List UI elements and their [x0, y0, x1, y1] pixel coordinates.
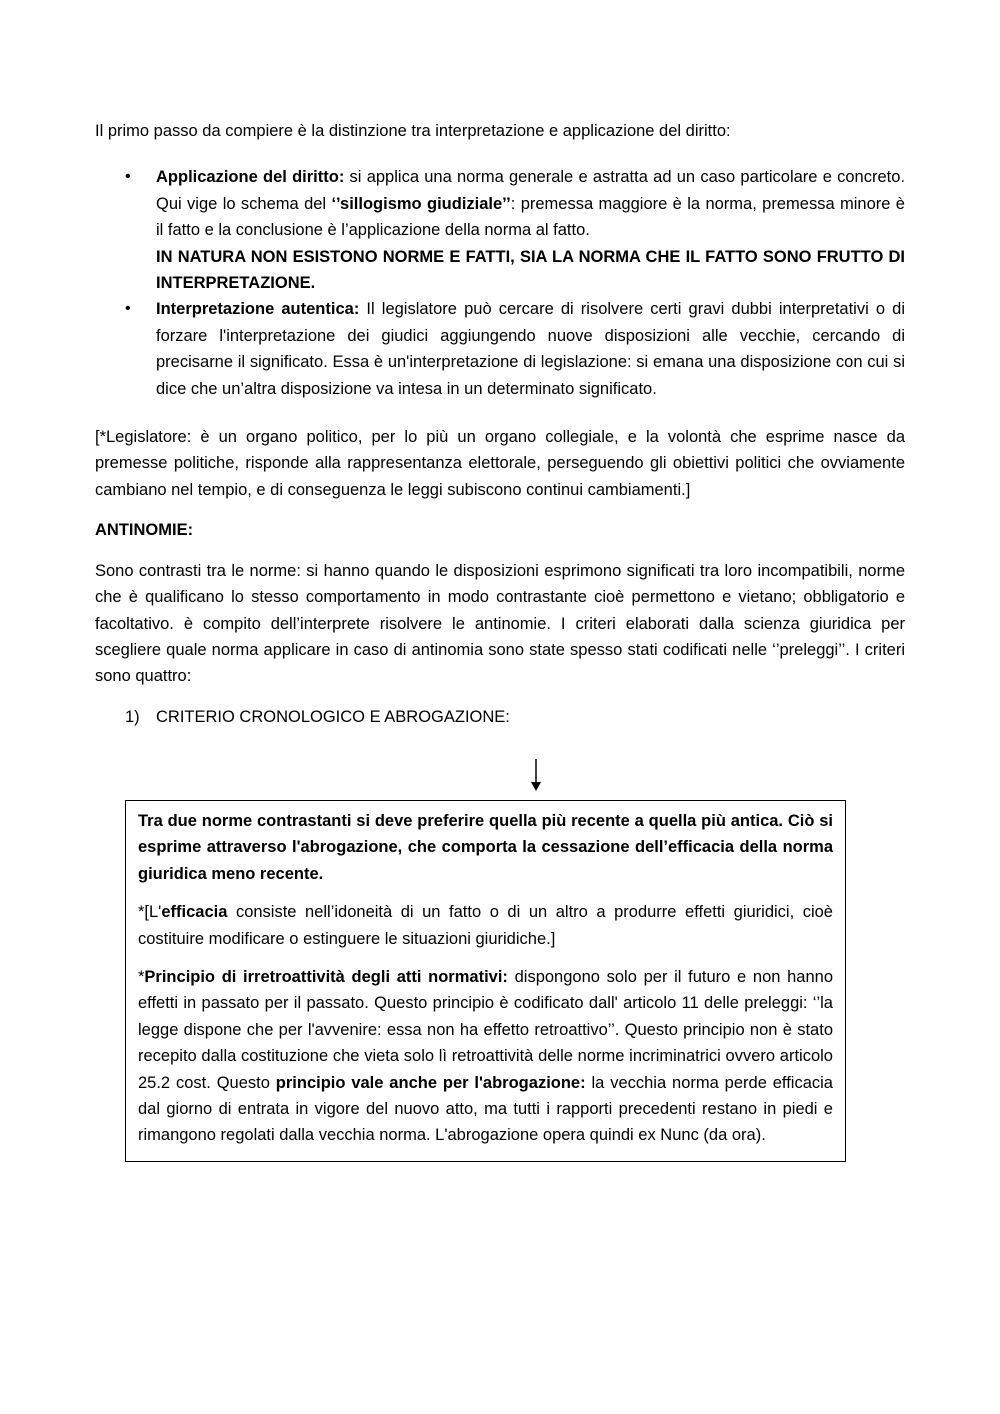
antinomie-paragraph: Sono contrasti tra le norme: si hanno quando le disposizioni esprimono significati tra loro incompatibili, norme che è qualificano lo stesso comportamento in modo contrastante cioè permettono e vietano; obbligatorio e facoltativo. è compito dell’interprete risolvere le antinomie. I criteri elaborati dalla scienza giuridica per scegliere quale norma applicare in caso di antinomia sono state spesso stati codificati nelle ‘’preleggi’’. I criteri sono quattro:: [95, 561, 905, 686]
bullet-label: Interpretazione autentica:: [156, 300, 360, 319]
box-efficacia-paragraph: [138, 899, 833, 952]
legislatore-note: [*Legislatore: è un organo politico, per lo più un organo collegiale, e la volontà che esprime nasce da premesse politiche, risponde alla rappresentanza elettorale, perseguendo gli obiettivi politici che ovviamente cambiano nel tempio, e di conseguenza le leggi subiscono continui cambiamenti.]: [95, 428, 905, 499]
box-text: la vecchia norma perde efficacia dal giorno di entrata in vigore del nuovo atto, ma tutti i rapporti precedenti restano in piedi e rimangono regolati dalla vecchia norma. L'abrogazione opera quindi ex Nunc (da ora).: [138, 1073, 833, 1145]
section-heading: ANTINOMIE:: [95, 521, 194, 540]
box-bold-paragraph: [138, 808, 833, 887]
list-item: [95, 704, 905, 730]
box-text: dispongono solo per il futuro e non hanno effetti in passato per il passato. Questo principio è codificato dall' articolo 11 delle preleggi: ‘’la legge dispone che per l'avvenire: essa non ha effetto retroattivo’’. Questo principio non è stato recepito dalla costituzione che vieta solo lì retroattività delle norme incriminatrici ovvero articolo 25.2 cost. Questo: [138, 968, 833, 1092]
box-text: *: [138, 968, 145, 987]
intro-paragraph: Il primo passo da compiere è la distinzione tra interpretazione e applicazione del diritto:: [95, 122, 731, 140]
bold-term: ‘’sillogismo giudiziale’’: [331, 194, 511, 213]
list-number: 1): [125, 707, 140, 726]
list-text: CRITERIO CRONOLOGICO E ABROGAZIONE:: [156, 707, 510, 726]
caps-statement: IN NATURA NON ESISTONO NORME E FATTI, SIA LA NORMA CHE IL FATTO SONO FRUTTO DI INTERPRETAZIONE.: [156, 247, 905, 293]
bullet-label: Applicazione del diritto:: [156, 168, 345, 187]
bullet-item-interpretazione: [95, 296, 905, 402]
bullet-icon: •: [125, 300, 131, 318]
bullet-icon: •: [125, 168, 131, 186]
box-bold-term: principio vale anche per l'abrogazione:: [275, 1073, 586, 1092]
bullet-text: : premessa maggiore è la norma, premessa minore è il fatto e la conclusione è l’applicazione della norma al fatto.: [156, 194, 905, 240]
box-bold-text: Tra due norme contrastanti si deve preferire quella più recente a quella più antica. Ciò si esprime attraverso l'abrogazione, che comporta la cessazione dell’efficacia della norma giuridica meno recente.: [138, 812, 833, 883]
arrow-down-icon: [528, 758, 544, 792]
bullet-item-applicazione: [95, 164, 905, 296]
box-text: *[L': [138, 903, 162, 922]
criterio-box: [125, 800, 846, 1162]
box-bold-term: Principio di irretroattività degli atti normativi:: [144, 968, 508, 987]
bullet-list: [95, 164, 905, 402]
box-principio-paragraph: [138, 964, 833, 1149]
box-text: consiste nell’idoneità di un fatto o di un altro a produrre effetti giuridici, cioè costituire modificare o estinguere le situazioni giuridiche.]: [138, 903, 833, 948]
box-bold-term: efficacia: [161, 903, 228, 922]
bullet-text: si applica una norma generale e astratta ad un caso particolare e concreto. Qui vige lo schema del: [156, 168, 905, 213]
bullet-text: Il legislatore può cercare di risolvere certi gravi dubbi interpretativi o di forzare l'interpretazione dei giudici aggiungendo nuove disposizioni alle vecchie, cercando di precisarne il significato. Essa è un'interpretazione di legislazione: si emana una disposizione con cui si dice che un’altra disposizione va intesa in un determinato significato.: [156, 300, 905, 398]
document-page: [95, 118, 905, 1145]
